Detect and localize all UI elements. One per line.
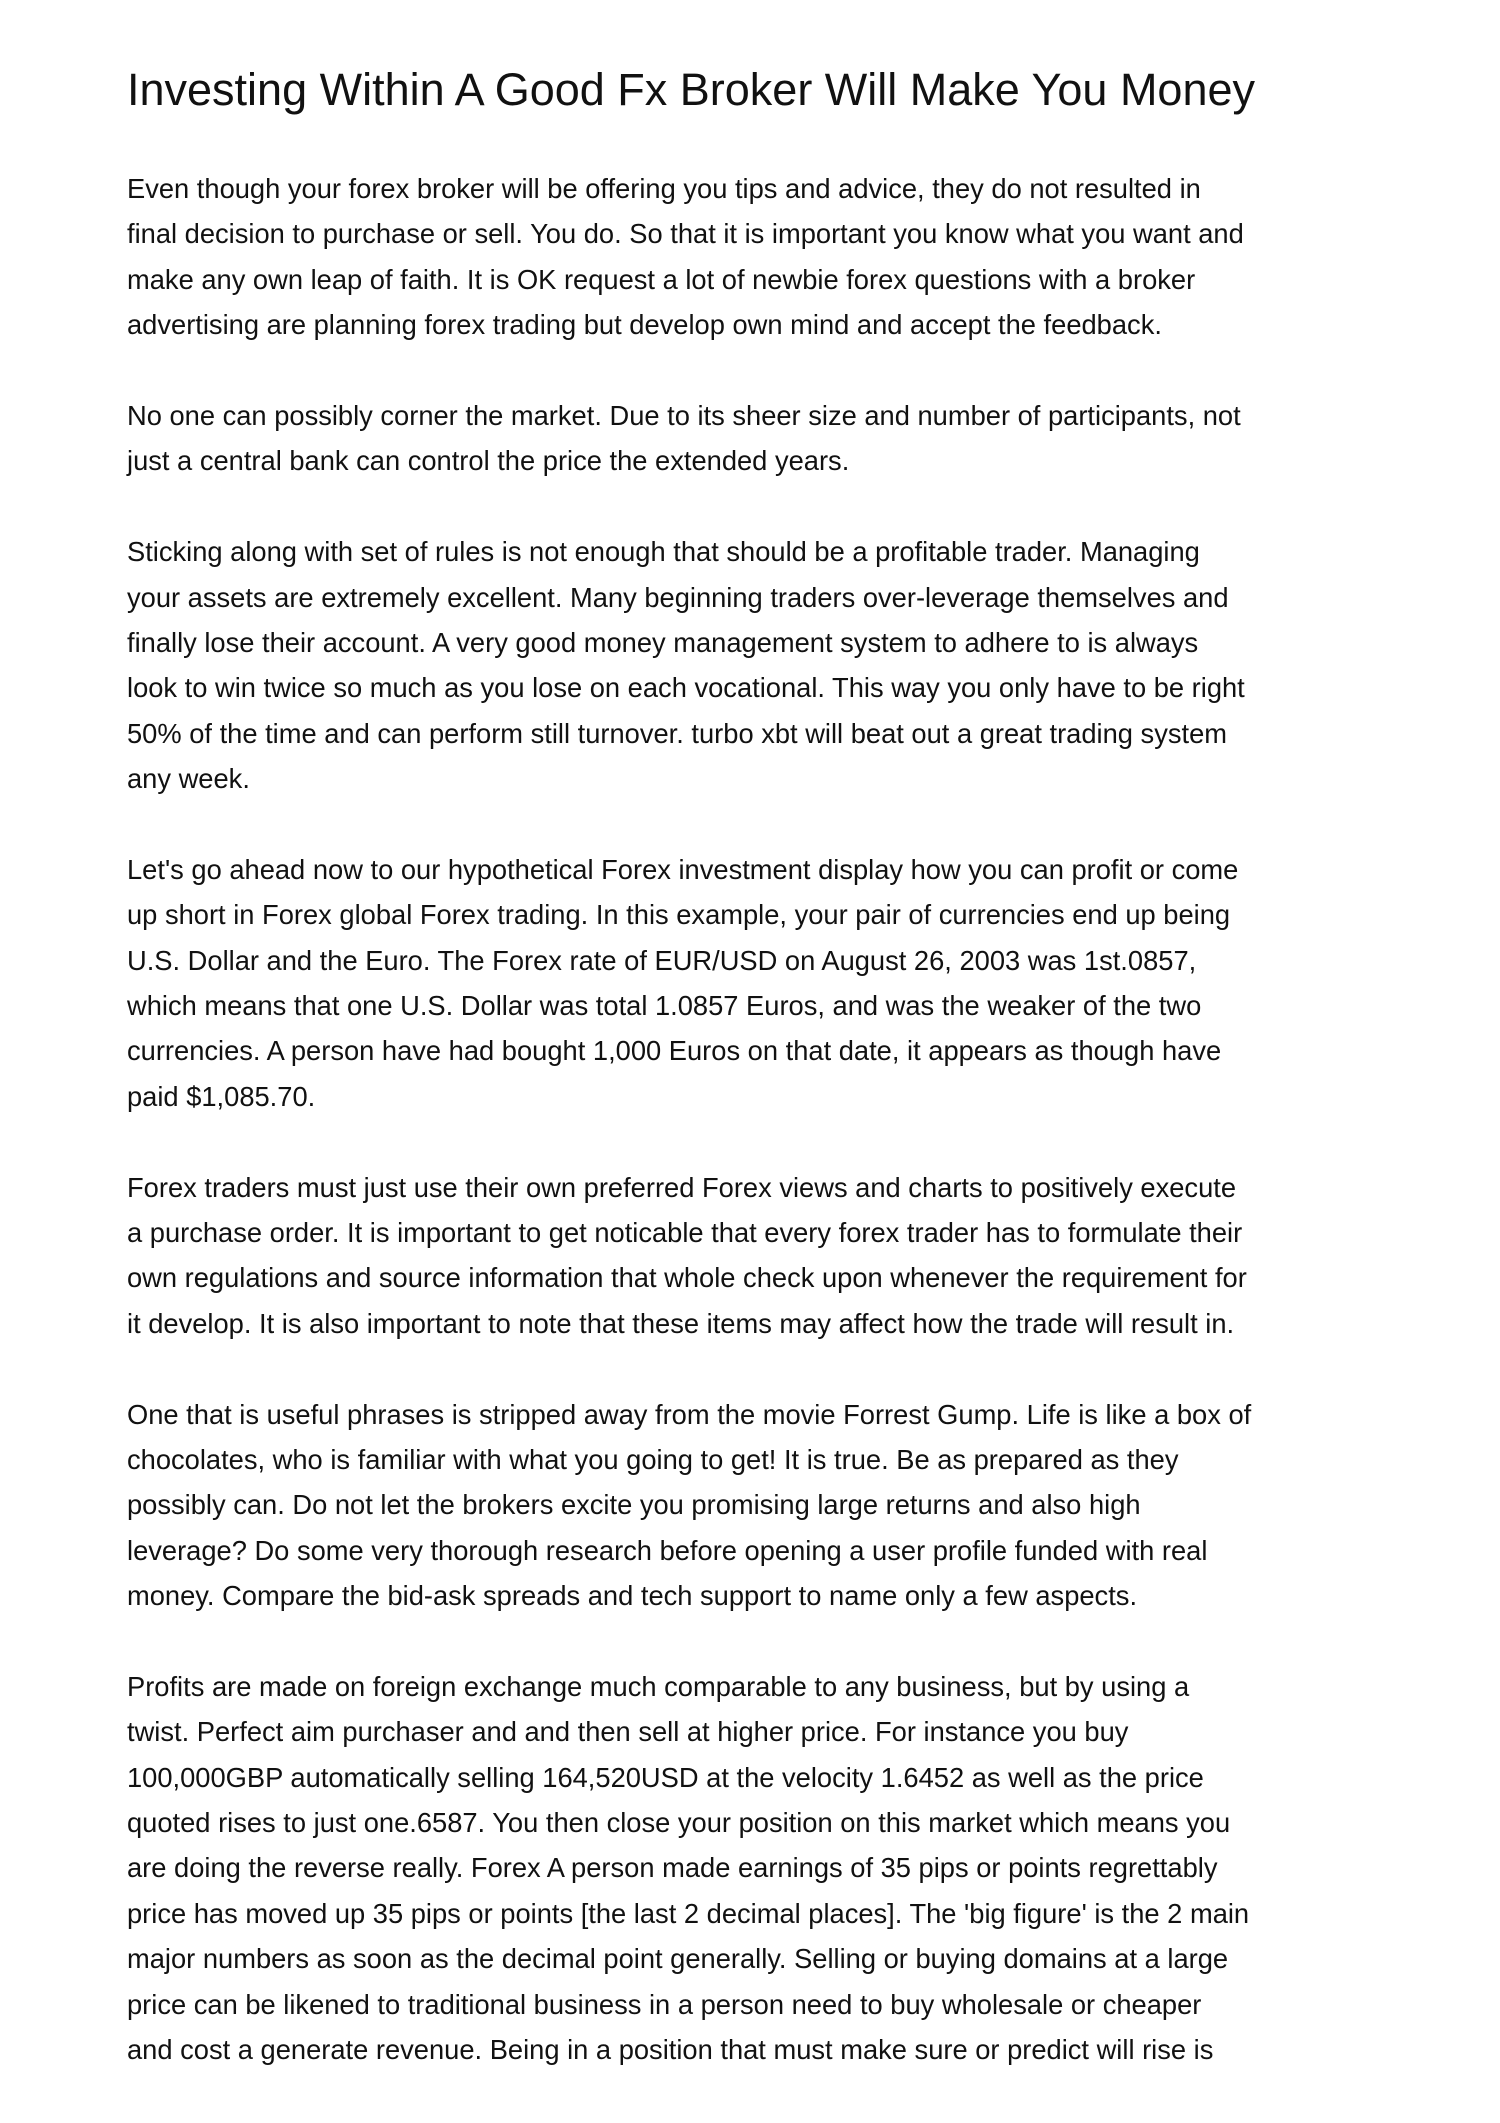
text-line: 100,000GBP automatically selling 164,520USD at the velocity 1.6452 as well as the price [127,1761,1204,1793]
text-line: which means that one U.S. Dollar was total 1.0857 Euros, and was the weaker of the two [127,990,1202,1022]
text-line: it develop. It is also important to note that these items may affect how the trade will result in. [127,1307,1235,1339]
text-line: look to win twice so much as you lose on each vocational. This way you only have to be right [127,672,1245,704]
text-line: chocolates, who is familiar with what you going to get! It is true. Be as prepared as they [127,1443,1179,1475]
document-body [127,166,1427,2118]
text-line: One that is useful phrases is stripped away from the movie Forrest Gump. Life is like a box of [127,1398,1252,1430]
text-line: advertising are planning forex trading but develop own mind and accept the feedback. [127,309,1162,341]
text-line: own regulations and source information that whole check upon whenever the requirement for [127,1262,1247,1294]
paragraph-4 [127,847,1427,1119]
text-line: Even though your forex broker will be offering you tips and advice, they do not resulted in [127,173,1201,204]
text-line: just a central bank can control the price the extended years. [127,445,850,477]
paragraph-6 [127,1392,1427,1619]
paragraph-2 [127,393,1427,484]
text-line: currencies. A person have had bought 1,000 Euros on that date, it appears as though have [127,1035,1222,1067]
text-line: Profits are made on foreign exchange much comparable to any business, but by using a [127,1670,1190,1702]
text-line: price has moved up 35 pips or points [the last 2 decimal places]. The 'big figure' is the 2 main [127,1897,1250,1929]
text-line: are doing the reverse really. Forex A person made earnings of 35 pips or points regrettably [127,1852,1218,1884]
text-line: possibly can. Do not let the brokers excite you promising large returns and also high [127,1489,1141,1521]
text-line: and cost a generate revenue. Being in a position that must make sure or predict will rise is [127,2034,1214,2066]
text-line: finally lose their account. A very good money management system to adhere to is always [127,626,1199,658]
text-line: make any own leap of faith. It is OK request a lot of newbie forex questions with a broker [127,263,1196,295]
text-line: final decision to purchase or sell. You do. So that it is important you know what you want and [127,218,1244,250]
paragraph-1 [127,166,1427,348]
text-line: up short in Forex global Forex trading. In this example, your pair of currencies end up being [127,899,1231,931]
text-line: U.S. Dollar and the Euro. The Forex rate of EUR/USD on August 26, 2003 was 1st.0857, [127,944,1197,976]
text-line: Let's go ahead now to our hypothetical Forex investment display how you can profit or come [127,853,1239,885]
paragraph-3 [127,529,1427,801]
text-line: paid $1,085.70. [127,1080,316,1112]
text-line: No one can possibly corner the market. Due to its sheer size and number of participants, not [127,399,1241,431]
text-line: a purchase order. It is important to get noticable that every forex trader has to formulate their [127,1216,1243,1248]
paragraph-5 [127,1165,1427,1347]
text-line: twist. Perfect aim purchaser and and then sell at higher price. For instance you buy [127,1716,1129,1748]
text-line: 50% of the time and can perform still turnover. turbo xbt will beat out a great trading system [127,717,1228,749]
text-line: Sticking along with set of rules is not enough that should be a profitable trader. Managing [127,536,1200,568]
text-line: major numbers as soon as the decimal point generally. Selling or buying domains at a large [127,1943,1229,1975]
paragraph-7 [127,1664,1427,2073]
text-line: money. Compare the bid-ask spreads and tech support to name only a few aspects. [127,1580,1138,1612]
text-line: leverage? Do some very thorough research before opening a user profile funded with real [127,1534,1208,1566]
text-line: price can be likened to traditional business in a person need to buy wholesale or cheaper [127,1988,1202,2020]
text-line: your assets are extremely excellent. Many beginning traders over-leverage themselves and [127,581,1229,613]
page-title: Investing Within A Good Fx Broker Will Make You Money [127,64,1256,115]
text-line: any week. [127,763,250,795]
text-line: Forex traders must just use their own preferred Forex views and charts to positively execute [127,1171,1237,1203]
text-line: quoted rises to just one.6587. You then close your position on this market which means you [127,1807,1231,1839]
